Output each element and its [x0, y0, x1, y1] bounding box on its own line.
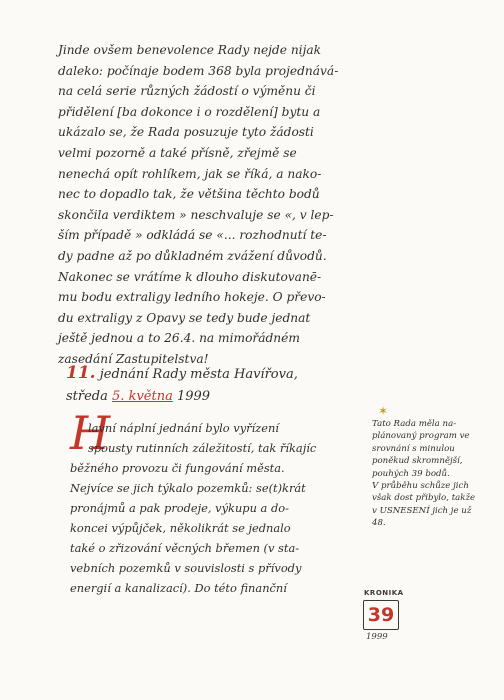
text-line: mu bodu extraligy ledního hokeje. O převo-	[58, 290, 326, 305]
page-number: 39	[367, 604, 395, 626]
text-line: du extraligy z Opavy se tedy bude jednat	[58, 310, 311, 325]
text-line: zasedání Zastupitelstva!	[58, 351, 209, 366]
text-line: nenechá opít rohlíkem, jak se říká, a nako-	[58, 166, 322, 181]
note-line: poněkud skromnější,	[372, 456, 463, 467]
text-line: dy padne až po důkladném zvážení důvodů.	[58, 248, 327, 263]
drop-cap: H	[70, 406, 111, 460]
note-line: V průběhu schůze jich	[372, 481, 469, 492]
meeting-heading	[66, 362, 326, 408]
text-line: koncei výpůjček, několikrát se jednalo	[70, 521, 291, 535]
text-line: daleko: počínaje bodem 368 byla projednává-	[58, 63, 339, 78]
text-line: pronájmů a pak prodeje, výkupu a do-	[70, 501, 289, 515]
stamp-year: 1999	[366, 632, 388, 642]
note-line: pouhých 39 bodů.	[372, 468, 450, 479]
star-icon: ✶	[378, 404, 389, 418]
text-line: na celá serie různých žádostí o výměnu či	[58, 84, 316, 99]
text-line: velmi pozorně a také přísně, zřejmě se	[58, 145, 297, 160]
text-line: spousty rutinních záležitostí, tak říkajíc	[88, 441, 317, 455]
side-note	[372, 418, 488, 530]
text-line: Nakonec se vrátíme k dlouho diskutovanē-	[58, 269, 322, 284]
meeting-number: 11.	[66, 363, 96, 383]
note-line: však dost přibylo, takže	[372, 493, 476, 504]
text-line: skončila verdiktem » neschvaluje se «, v lep-	[58, 207, 334, 222]
text-line: také o zřizování věcných břemen (v sta-	[70, 541, 300, 555]
meeting-year: 1999	[176, 389, 211, 404]
text-line: energií a kanalizací). Do této finanční	[70, 581, 287, 595]
text-line: ším případě » odkládá se «... rozhodnutí te-	[58, 228, 327, 243]
page-number-stamp	[363, 600, 399, 630]
text-line: ukázalo se, že Rada posuzuje tyto žádosti	[58, 125, 314, 140]
text-line: ještě jednou a to 26.4. na mimořádném	[58, 331, 300, 346]
text-line: Jinde ovšem benevolence Rady nejde nijak	[58, 43, 322, 57]
text-line: přidělení [ba dokonce i o rozdělení] bytu a	[58, 104, 321, 119]
second-paragraph	[70, 418, 370, 598]
text-line: nec to dopadlo tak, že většina těchto bodů	[58, 187, 320, 202]
meeting-day: středa	[66, 389, 108, 404]
meeting-date: 5. května	[112, 389, 173, 404]
note-line: 48.	[372, 518, 386, 529]
main-paragraph	[58, 40, 418, 370]
text-line: lavní náplní jednání bylo vyřízení	[88, 421, 279, 435]
text-line: běžného provozu či fungování města.	[70, 461, 285, 475]
text-line: Nejvíce se jich týkalo pozemků: se(t)krát	[70, 481, 306, 495]
meeting-title: jednání Rady města Havířova,	[99, 367, 298, 382]
text-line: vebních pozemků v souvislosti s přívody	[70, 561, 302, 575]
kronika-label: KRONIKA	[364, 589, 404, 597]
note-line: v USNESENÍ jich je už	[372, 505, 472, 516]
note-line: plánovaný program ve	[372, 431, 470, 442]
note-line: Tato Rada měla na-	[372, 419, 457, 429]
note-line: srovnání s minulou	[372, 443, 455, 454]
